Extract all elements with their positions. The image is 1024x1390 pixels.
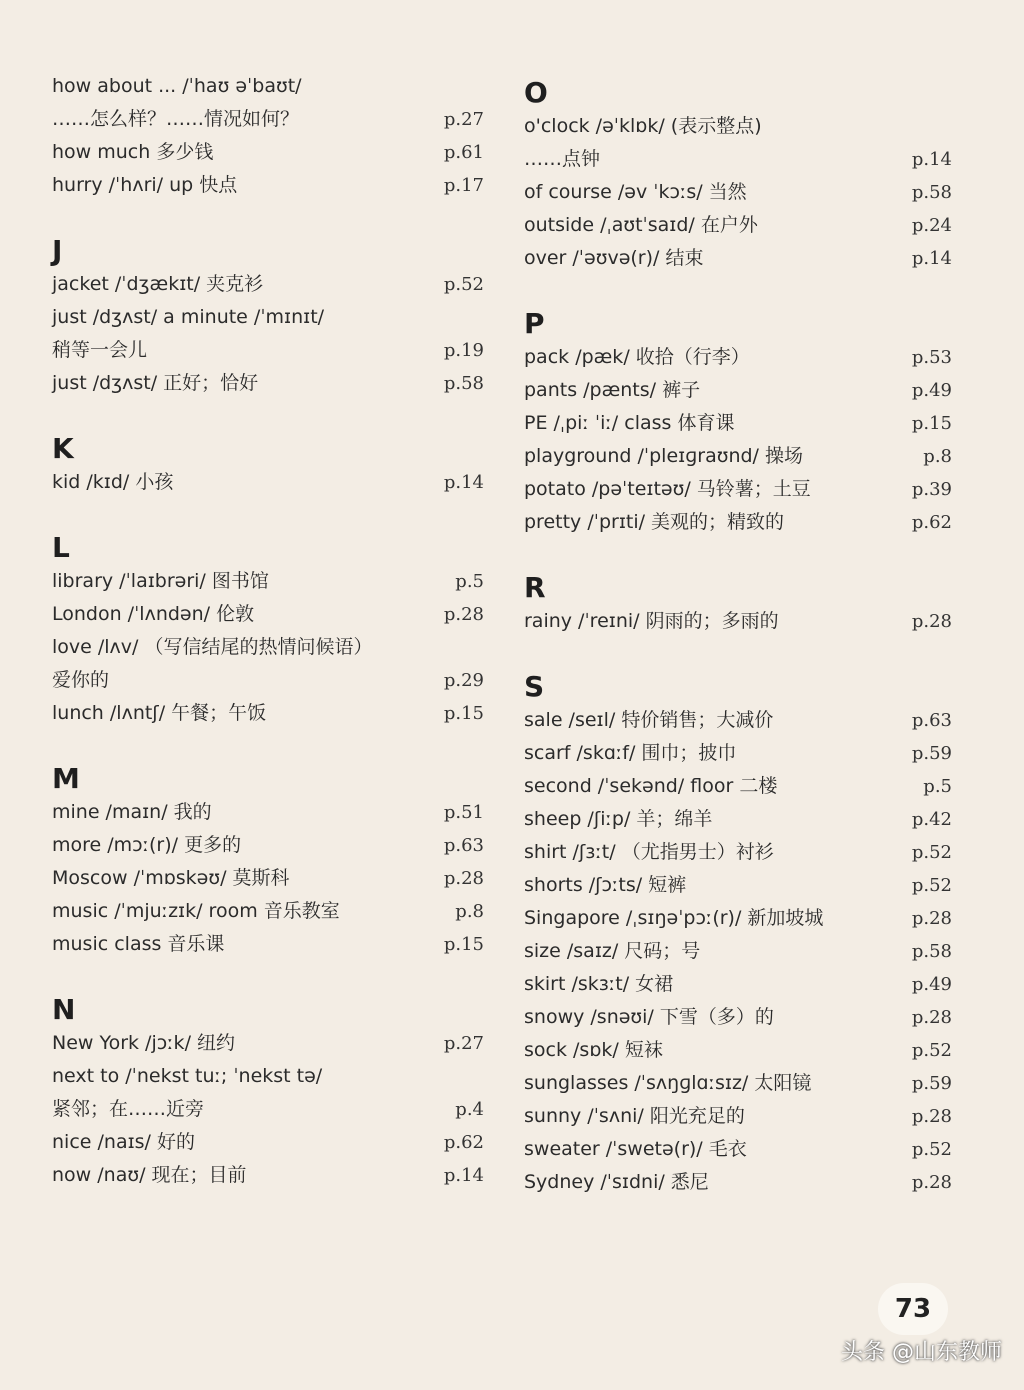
glossary-entry	[524, 1133, 952, 1166]
glossary-entry	[52, 829, 484, 862]
entry-text: kid /kɪd/ 小孩	[52, 471, 174, 493]
entry-text: 爱你的	[52, 669, 110, 691]
entry-page-ref: p.28	[911, 908, 952, 929]
entry-text: pack /pæk/ 收拾（行李）	[524, 346, 750, 368]
entry-text: skirt /skɜːt/ 女裙	[524, 973, 674, 995]
glossary-entry	[52, 136, 484, 169]
entry-text: hurry /ˈhʌri/ up 快点	[52, 174, 238, 196]
entry-text: snowy /snəʊi/ 下雪（多）的	[524, 1006, 774, 1028]
entry-text: how much 多少钱	[52, 141, 214, 163]
section-letter: M	[52, 762, 80, 795]
glossary-entry	[524, 110, 952, 143]
glossary-entry	[524, 803, 952, 836]
section-letter: L	[52, 531, 70, 564]
entry-page-ref: p.28	[911, 1007, 952, 1028]
glossary-entry	[52, 1093, 484, 1126]
entry-page-ref: p.8	[455, 901, 484, 922]
glossary-entry	[52, 334, 484, 367]
entry-page-ref: p.14	[443, 1165, 484, 1186]
section-gap	[524, 638, 952, 664]
entry-page-ref: p.27	[443, 109, 484, 130]
section-gap	[52, 400, 484, 426]
entry-page-ref: p.28	[911, 1106, 952, 1127]
entry-page-ref: p.19	[443, 340, 484, 361]
entry-text: just /dʒʌst/ 正好；恰好	[52, 372, 259, 394]
entry-page-ref: p.63	[911, 710, 952, 731]
glossary-entry	[52, 862, 484, 895]
section-letter: J	[52, 234, 63, 267]
entry-text: lunch /lʌntʃ/ 午餐；午饭	[52, 702, 267, 724]
entry-text: ……怎么样？……情况如何？	[52, 108, 300, 130]
entry-text: PE /ˌpiː ˈiː/ class 体育课	[524, 412, 735, 434]
entry-page-ref: p.51	[443, 802, 484, 823]
glossary-entry	[52, 466, 484, 499]
section-letter: R	[524, 571, 546, 604]
glossary-entry	[524, 836, 952, 869]
entry-text: sheep /ʃiːp/ 羊；绵羊	[524, 808, 713, 830]
entry-page-ref: p.28	[911, 1172, 952, 1193]
glossary-entry	[524, 506, 952, 539]
entry-page-ref: p.42	[911, 809, 952, 830]
entry-page-ref: p.62	[911, 512, 952, 533]
glossary-entry	[524, 1166, 952, 1199]
entry-text: sweater /ˈswetə(r)/ 毛衣	[524, 1138, 747, 1160]
right-column	[524, 70, 952, 1199]
glossary-entry	[52, 796, 484, 829]
entry-text: scarf /skɑːf/ 围巾；披巾	[524, 742, 737, 764]
entry-page-ref: p.39	[911, 479, 952, 500]
entry-page-ref: p.14	[443, 472, 484, 493]
glossary-entry	[52, 664, 484, 697]
glossary-entry	[524, 473, 952, 506]
glossary-entry	[52, 301, 484, 334]
glossary-entry	[524, 143, 952, 176]
entry-text: shorts /ʃɔːts/ 短裤	[524, 874, 687, 896]
entry-text: love /lʌv/ （写信结尾的热情问候语）	[52, 636, 373, 658]
entry-page-ref: p.15	[911, 413, 952, 434]
section-gap	[52, 961, 484, 987]
entry-page-ref: p.14	[911, 248, 952, 269]
entry-page-ref: p.28	[443, 604, 484, 625]
entry-text: o'clock /əˈklɒk/ (表示整点)	[524, 115, 762, 137]
glossary-entry	[524, 374, 952, 407]
entry-page-ref: p.63	[443, 835, 484, 856]
watermark: 头条 @山东教师	[841, 1340, 1002, 1365]
entry-text: shirt /ʃɜːt/ （尤指男士）衬衫	[524, 841, 774, 863]
entry-page-ref: p.29	[443, 670, 484, 691]
glossary-entry	[52, 70, 484, 103]
entry-page-ref: p.4	[455, 1099, 484, 1120]
entry-page-ref: p.5	[923, 776, 952, 797]
entry-text: sock /sɒk/ 短袜	[524, 1039, 663, 1061]
page-number: 73	[878, 1283, 948, 1335]
glossary-entry	[524, 1067, 952, 1100]
entry-page-ref: p.49	[911, 974, 952, 995]
entry-page-ref: p.59	[911, 1073, 952, 1094]
glossary-entry	[52, 631, 484, 664]
entry-text: 稍等一会儿	[52, 339, 148, 361]
entry-text: size /saɪz/ 尺码；号	[524, 940, 701, 962]
entry-page-ref: p.14	[911, 149, 952, 170]
entry-page-ref: p.27	[443, 1033, 484, 1054]
entry-page-ref: p.52	[911, 875, 952, 896]
glossary-entry	[52, 598, 484, 631]
entry-page-ref: p.15	[443, 703, 484, 724]
entry-text: library /ˈlaɪbrəri/ 图书馆	[52, 570, 269, 592]
entry-text: of course /əv ˈkɔːs/ 当然	[524, 181, 747, 203]
entry-page-ref: p.59	[911, 743, 952, 764]
entry-text: sunny /ˈsʌni/ 阳光充足的	[524, 1105, 745, 1127]
glossary-entry	[524, 440, 952, 473]
entry-text: just /dʒʌst/ a minute /ˈmɪnɪt/	[52, 306, 325, 328]
entry-page-ref: p.52	[911, 842, 952, 863]
section-gap	[524, 539, 952, 565]
entry-page-ref: p.49	[911, 380, 952, 401]
entry-page-ref: p.24	[911, 215, 952, 236]
entry-text: next to /ˈnekst tuː; ˈnekst tə/	[52, 1065, 323, 1087]
entry-page-ref: p.62	[443, 1132, 484, 1153]
entry-text: potato /pəˈteɪtəʊ/ 马铃薯；土豆	[524, 478, 811, 500]
section-gap	[52, 730, 484, 756]
entry-page-ref: p.8	[923, 446, 952, 467]
glossary-entry	[524, 935, 952, 968]
entry-page-ref: p.53	[911, 347, 952, 368]
glossary-entry	[52, 268, 484, 301]
entry-text: second /ˈsekənd/ floor 二楼	[524, 775, 778, 797]
glossary-entry	[52, 697, 484, 730]
section-letter: P	[524, 307, 545, 340]
entry-text: Moscow /ˈmɒskəʊ/ 莫斯科	[52, 867, 290, 889]
glossary-entry	[524, 737, 952, 770]
entry-text: music /ˈmjuːzɪk/ room 音乐教室	[52, 900, 340, 922]
entry-text: ……点钟	[524, 148, 601, 170]
entry-page-ref: p.28	[443, 868, 484, 889]
entry-text: pretty /ˈprɪti/ 美观的；精致的	[524, 511, 785, 533]
section-letter: K	[52, 432, 74, 465]
entry-page-ref: p.58	[443, 373, 484, 394]
glossary-entry	[52, 1060, 484, 1093]
glossary-entry	[52, 169, 484, 202]
entry-page-ref: p.15	[443, 934, 484, 955]
entry-text: music class 音乐课	[52, 933, 225, 955]
glossary-entry	[524, 869, 952, 902]
section-gap	[52, 202, 484, 228]
glossary-entry	[524, 209, 952, 242]
section-gap	[524, 275, 952, 301]
entry-text: pants /pænts/ 裤子	[524, 379, 701, 401]
glossary-entry	[52, 1159, 484, 1192]
glossary-entry	[524, 902, 952, 935]
entry-text: mine /maɪn/ 我的	[52, 801, 212, 823]
section-letter: N	[52, 993, 76, 1026]
glossary-entry	[524, 1001, 952, 1034]
glossary-entry	[524, 704, 952, 737]
entry-text: London /ˈlʌndən/ 伦敦	[52, 603, 255, 625]
glossary-entry	[52, 367, 484, 400]
entry-page-ref: p.52	[443, 274, 484, 295]
glossary-entry	[52, 103, 484, 136]
glossary-entry	[52, 565, 484, 598]
entry-page-ref: p.17	[443, 175, 484, 196]
section-letter: O	[524, 76, 548, 109]
entry-text: over /ˈəʊvə(r)/ 结束	[524, 247, 704, 269]
glossary-entry	[524, 1034, 952, 1067]
entry-text: jacket /ˈdʒækɪt/ 夹克衫	[52, 273, 264, 295]
glossary-entry	[524, 968, 952, 1001]
entry-text: sunglasses /ˈsʌŋɡlɑːsɪz/ 太阳镜	[524, 1072, 812, 1094]
entry-text: now /naʊ/ 现在；目前	[52, 1164, 247, 1186]
entry-page-ref: p.61	[443, 142, 484, 163]
entry-page-ref: p.28	[911, 611, 952, 632]
glossary-entry	[52, 1027, 484, 1060]
glossary-entry	[52, 1126, 484, 1159]
entry-page-ref: p.52	[911, 1139, 952, 1160]
entry-text: rainy /ˈreɪni/ 阴雨的；多雨的	[524, 610, 779, 632]
glossary-entry	[52, 928, 484, 961]
section-letter: S	[524, 670, 545, 703]
section-gap	[52, 499, 484, 525]
entry-page-ref: p.58	[911, 182, 952, 203]
entry-page-ref: p.5	[455, 571, 484, 592]
glossary-entry	[524, 605, 952, 638]
glossary-entry	[524, 1100, 952, 1133]
glossary-entry	[524, 341, 952, 374]
glossary-entry	[524, 242, 952, 275]
entry-text: Singapore /ˌsɪŋəˈpɔː(r)/ 新加坡城	[524, 907, 824, 929]
glossary-entry	[524, 770, 952, 803]
glossary-entry	[524, 407, 952, 440]
left-column	[52, 70, 484, 1192]
glossary-entry	[524, 176, 952, 209]
entry-text: more /mɔː(r)/ 更多的	[52, 834, 242, 856]
entry-text: playground /ˈpleɪɡraʊnd/ 操场	[524, 445, 803, 467]
entry-text: New York /jɔːk/ 纽约	[52, 1032, 236, 1054]
entry-page-ref: p.58	[911, 941, 952, 962]
entry-text: 紧邻；在……近旁	[52, 1098, 205, 1120]
entry-text: Sydney /ˈsɪdni/ 悉尼	[524, 1171, 709, 1193]
glossary-entry	[52, 895, 484, 928]
entry-text: sale /seɪl/ 特价销售；大减价	[524, 709, 774, 731]
entry-text: how about ... /ˈhaʊ əˈbaʊt/	[52, 75, 302, 97]
entry-page-ref: p.52	[911, 1040, 952, 1061]
entry-text: nice /naɪs/ 好的	[52, 1131, 195, 1153]
entry-text: outside /ˌaʊtˈsaɪd/ 在户外	[524, 214, 758, 236]
